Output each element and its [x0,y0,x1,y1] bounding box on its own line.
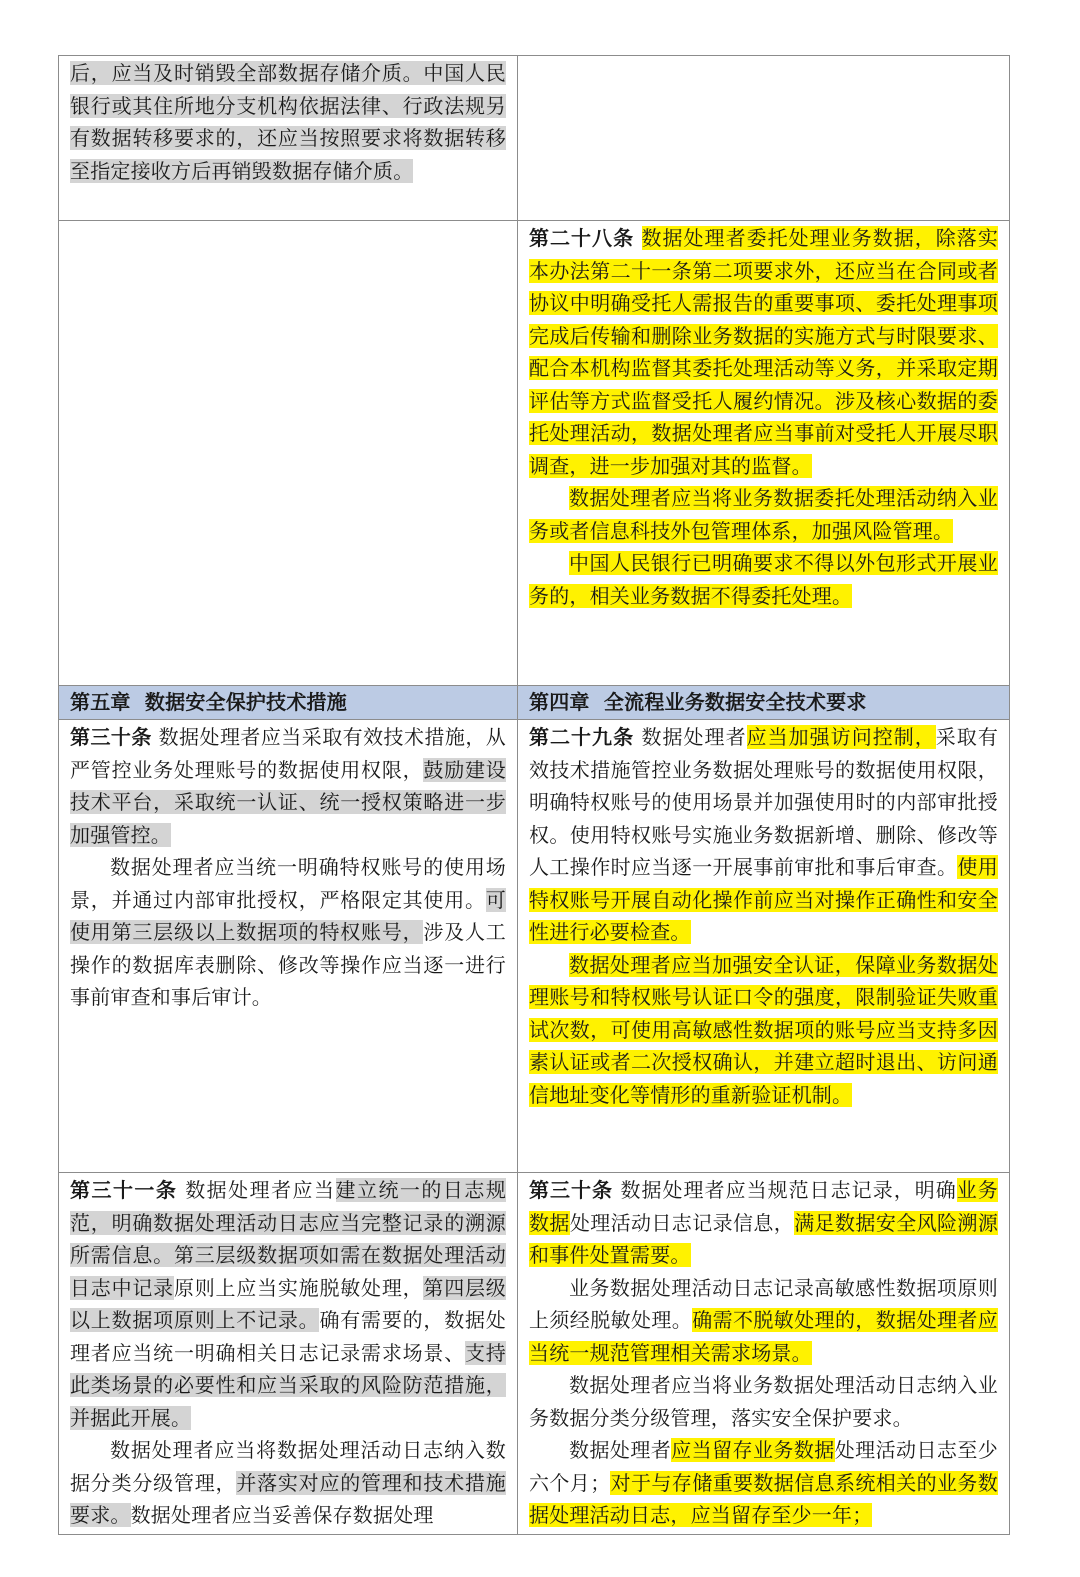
left-cell [59,221,518,686]
article-text: 数据处理者委托处理业务数据，除落实本办法第二十一条第二项要求外，还应当在合同或者协议中明确受托人需报告的重要事项、委托处理事项完成后传输和删除业务数据的实施方式与时限要求、配合本机构监督其委托处理活动等义务，并采取定期评估等方式监督受托人履约情况。涉及核心数据的委托处理活动，数据处理者应当事前对受托人开展尽职调查，进一步加强对其的监督。 [529,226,999,478]
highlight-text: 使用特权账号开展自动化操作前应当对操作正确性和安全性进行必要检查。 [529,855,998,944]
highlight-text: 对于与存储重要数据信息系统相关的业务数据处理活动日志，应当留存至少一年； [529,1470,998,1527]
article-paragraph: 数据处理者应当加强安全认证，保障业务数据处理账号和特权账号认证口令的强度，限制验证失败重试次数，可使用高敏感性数据项的账号应当支持多因素认证或者二次授权确认，并建立超时退出、访问通信地址变化等情形的重新验证机制。 [529,952,998,1107]
highlight-text: 支持此类场景的必要性和应当采取的风险防范措施，并据此开展。 [70,1340,506,1430]
article-text: 数据处理者应当 [185,1178,336,1202]
article-paragraph: 数据处理者应当将业务数据处理活动日志纳入业务数据分类分级管理，落实安全保护要求。 [529,1373,998,1430]
chapter-heading-right: 第四章 全流程业务数据安全技术要求 [518,686,1010,720]
article-label: 第三十一条 [70,1178,178,1202]
article-paragraph: 数据处理者应当将数据处理活动日志纳入数据分类分级管理， [70,1438,506,1495]
article-text: 数据处理者应当采取有效技术措施，从严管控业务处理账号的数据使用权限， [70,725,506,782]
comparison-table [58,55,1010,1535]
left-cell [59,720,518,1173]
article-text: 处理活动日志至少六个月； [529,1438,998,1495]
article-paragraph: 数据处理者 [569,1438,672,1462]
highlight-text: 第四层级以上数据项原则上不记录。 [70,1275,506,1332]
table-row [59,720,1010,1173]
highlight-text: 鼓励建设技术平台，采取统一认证、统一授权策略进一步加强管控。 [70,757,506,847]
article-paragraph: 中国人民银行已明确要求不得以外包形式开展业务的，相关业务数据不得委托处理。 [529,551,998,608]
article-label: 第二十九条 [529,725,635,749]
article-text: 采取有效技术措施管控业务数据处理账号的数据使用权限，明确特权账号的使用场景并加强使用时的内部审批授权。使用特权账号实施业务数据新增、删除、修改等人工操作时应当逐一开展事前审批和事后审查。 [529,725,999,879]
highlight-text: 业务数据 [529,1178,999,1235]
right-cell [518,720,1010,1173]
highlight-text: 应当加强访问控制， [746,725,936,749]
article-label: 第三十条 [70,725,152,749]
table-row [59,56,1010,221]
article-text: 确有需要的，数据处理者应当统一明确相关日志记录需求场景、 [70,1308,506,1365]
article-label: 第二十八条 [529,226,635,250]
article-text: 数据处理者应当规范日志记录，明确 [620,1178,957,1202]
left-text: 后，应当及时销毁全部数据存储介质。中国人民银行或其住所地分支机构依据法律、行政法规另有数据转移要求的，还应当按照要求将数据转移至指定接收方后再销毁数据存储介质。 [70,61,506,183]
article-text: 数据处理者 [641,725,747,749]
chapter-heading-left: 第五章 数据安全保护技术措施 [59,686,518,720]
highlight-text: 确需不脱敏处理的，数据处理者应当统一规范管理相关需求场景。 [529,1308,998,1365]
right-cell [518,1173,1010,1535]
article-text: 处理活动日志记录信息， [569,1210,795,1235]
highlight-text: 满足数据安全风险溯源和事件处置需要。 [529,1210,999,1267]
article-paragraph: 数据处理者应当将业务数据委托处理活动纳入业务或者信息科技外包管理体系，加强风险管理。 [529,486,998,543]
highlight-text: 并落实对应的管理和技术措施要求。 [70,1470,506,1527]
highlight-text: 应当留存业务数据 [671,1438,835,1462]
table-row [59,1173,1010,1535]
left-cell [59,1173,518,1535]
article-text: 涉及人工操作的数据库表删除、修改等操作应当逐一进行事前审查和事后审计。 [70,920,506,1009]
article-paragraph: 业务数据处理活动日志记录高敏感性数据项原则上须经脱敏处理。 [529,1275,998,1332]
highlight-text: 可使用第三层级以上数据项的特权账号， [70,887,506,944]
right-cell [518,56,1010,221]
article-text: 原则上应当实施脱敏处理， [173,1275,424,1300]
article-text: 数据处理者应当妥善保存数据处理 [130,1503,434,1527]
left-cell [59,56,518,221]
article-paragraph: 数据处理者应当统一明确特权账号的使用场景，并通过内部审批授权，严格限定其使用。 [70,855,506,912]
highlight-text: 建立统一的日志规范，明确数据处理活动日志应当完整记录的溯源所需信息。第三层级数据项如需在数据处理活动日志中记录 [70,1178,507,1300]
right-cell [518,221,1010,686]
table-row [59,221,1010,686]
article-label: 第三十条 [529,1178,614,1202]
chapter-row [59,686,1010,720]
